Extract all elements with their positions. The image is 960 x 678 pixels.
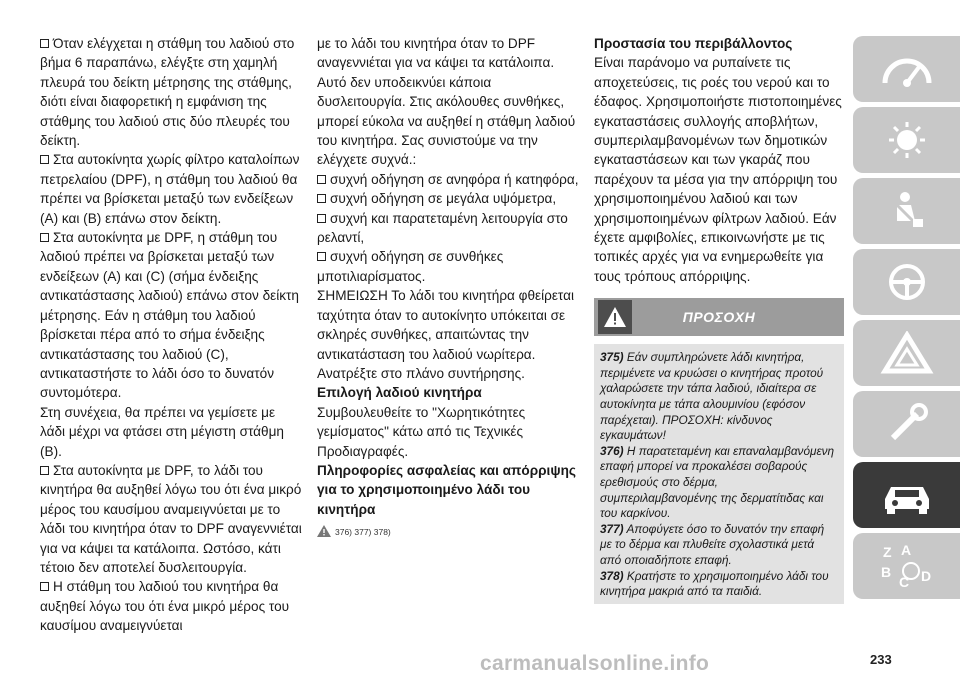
paragraph: Στη συνέχεια, θα πρέπει να γεμίσετε με λάδι μέχρι να φτάσει στη μέγιστη στάθμη (B). [40,404,284,459]
wrench-icon [879,402,935,446]
seatbelt-icon [879,189,935,233]
bullet-square-icon [317,194,326,203]
svg-text:A: A [900,542,911,558]
tab-dashboard[interactable] [853,36,960,102]
bullet-square-icon [317,252,326,261]
bullet-square-icon [40,155,49,164]
warning-box [594,344,844,604]
warning-item: 376) Η παρατεταμένη και επαναλαμβανόμενη επαφή μπορεί να προκαλέσει σοβαρούς ερεθισμούς στο δέρμα, συμπεριλαμβανομένης της δερματίτιδας και του καρκίνου. [600,443,835,521]
bullet-square-icon [40,233,49,242]
section-heading: Πληροφορίες ασφαλείας και απόρριψης για το χρησιμοποιημένο λάδι του κινητήρα [317,462,576,517]
warning-item: 377) Αποφύγετε όσο το δυνατόν την επαφή με το δέρμα και πλυθείτε σχολαστικά μετά από οποιαδήποτε επαφή. [600,521,825,567]
tab-maintenance[interactable] [853,391,960,457]
tab-starting[interactable] [853,249,960,315]
page-number: 233 [870,652,892,667]
alphabet-index-icon [877,541,937,591]
svg-text:C: C [898,574,909,590]
warning-item: 378) Κρατήστε το χρησιμοποιημένο λάδι του κινητήρα μακριά από τα παιδιά. [600,568,829,599]
paragraph: Στα αυτοκίνητα με DPF, το λάδι του κινητήρα θα αυξηθεί λόγω του ότι ένα μικρό μέρος του καυσίμου αναμειγνύεται με το λάδι του κινητήρα όταν το DPF αναγεννιέται για να κάψει τα κατάλοιπα. Ωστόσο, κάτι τέτοιο δεν αποτελεί δυσλειτουργία. [40,462,302,575]
warning-banner [594,298,844,336]
list-item: συχνή και παρατεταμένη λειτουργία στο ρελαντί, [317,210,568,246]
tab-safety[interactable] [853,178,960,244]
car-icon [877,473,937,517]
paragraph: Η στάθμη του λαδιού του κινητήρα θα αυξηθεί λόγω του ότι ένα μικρό μέρος του καυσίμου αναμειγνύεται [40,579,290,634]
tab-index[interactable] [853,533,960,599]
paragraph: Είναι παράνομο να ρυπαίνετε τις αποχετεύσεις, τις ροές του νερού και το έδαφος. Χρησιμοποιήστε πιστοποιημένες εγκαταστάσεις συλλογής αποβλήτων, συμπεριλαμβανομένων των δημοτικών εγκαταστάσεων και των γκαράζ που παρέχουν τα μέσα για την απόρριψη του χρησιμοποιημένου λαδιού και των χρησιμοποιημένων φίλτρων λαδιού. Εάν έχετε αμφιβολίες, επικοινωνήστε με τις τοπικές αρχές για να ενημερωθείτε για τους τρόπους απόρριψης. [594,55,842,284]
warning-triangle-icon [879,331,935,375]
lightbulb-icon [879,118,935,162]
bullet-square-icon [40,466,49,475]
tab-lights[interactable] [853,107,960,173]
warning-refs: 376) 377) 378) [317,523,579,544]
column-3 [594,34,844,604]
speedometer-icon [879,49,935,89]
paragraph: Στα αυτοκίνητα χωρίς φίλτρο καταλοίπων πετρελαίου (DPF), η στάθμη του λαδιού θα πρέπει να βρίσκεται μεταξύ των ενδείξεων (A) και (B) επάνω στον δείκτη. [40,152,300,226]
section-heading: Προστασία του περιβάλλοντος [594,36,793,51]
column-2 [317,34,579,545]
steering-wheel-icon [879,260,935,304]
note-paragraph: ΣΗΜΕΙΩΣΗ Το λάδι του κινητήρα φθείρεται ταχύτητα όταν το αυτοκίνητο υπόκειται σε σκληρές συνθήκες, απαιτώντας την αντικατάσταση του λαδιού νωρίτερα. Ανατρέξτε στο πλάνο συντήρησης. [317,288,574,381]
paragraph: Συμβουλευθείτε το "Χωρητικότητες γεμίσματος" κάτω από τις Τεχνικές Προδιαγραφές. [317,404,526,459]
svg-text:Z: Z [882,544,892,560]
bullet-square-icon [317,214,326,223]
list-item: συχνή οδήγηση σε ανηφόρα ή κατηφόρα, [317,170,579,189]
column-1 [40,34,302,636]
section-heading: Επιλογή λαδιού κινητήρα [317,385,482,401]
paragraph: Στα αυτοκίνητα με DPF, η στάθμη του λαδιού πρέπει να βρίσκεται μεταξύ των ενδείξεων (A) και (C) (σήμα ένδειξης αντικατάστασης λαδιού) επάνω στον δείκτη μέτρησης. Εάν η στάθμη του λαδιού βρίσκεται πέρα από το σήμα ένδειξης αντικατάστασης του λαδιού (C), αντικαταστήστε το λάδι όσο το δυνατόν συντομότερα. [40,230,299,401]
warning-item: 375) Εάν συμπληρώνετε λάδι κινητήρα, περιμένετε να κρυώσει ο κινητήρας προτού χαλαρώσετε την τάπα λαδιού, ιδιαίτερα σε αυτοκίνητα με τάπα αλουμινίου (εφόσον παρέχεται). ΠΡΟΣΟΧΗ: κίνδυνος εγκαυμάτων! [600,350,824,443]
banner-title: ΠΡΟΣΟΧΗ [682,309,756,326]
paragraph: Όταν ελέγχεται η στάθμη του λαδιού στο βήμα 6 παραπάνω, ελέγξτε στη χαμηλή πλευρά του δείκτη μέτρησης της στάθμης, διότι είναι διαφορετική η εμφάνιση της στάθμης του λαδιού στις δύο πλευρές του δείκτη. [40,36,295,149]
watermark: carmanualsonline.info [480,652,710,675]
bullet-square-icon [40,39,49,48]
list-item: συχνή οδήγηση σε μεγάλα υψόμετρα, [317,189,579,208]
svg-text:D: D [920,568,931,584]
tab-technical-data[interactable] [853,462,960,528]
paragraph: με το λάδι του κινητήρα όταν το DPF αναγεννιέται για να κάψει τα κατάλοιπα. Αυτό δεν υποδεικνύει κάποια δυσλειτουργία. Στις ακόλουθες συνθήκες, μπορεί εύκολα να αυξηθεί η στάθμη λαδιού του κινητήρα. Σας συνιστούμε να την ελέγχετε συχνά.: [317,36,576,168]
svg-text:B: B [880,564,891,580]
bullet-square-icon [317,175,326,184]
warning-triangle-icon [317,525,331,544]
chapter-tabs [853,36,960,604]
bullet-square-icon [40,582,49,591]
tab-emergency[interactable] [853,320,960,386]
list-item: συχνή οδήγηση σε συνθήκες μποτιλιαρίσματος. [317,249,504,284]
